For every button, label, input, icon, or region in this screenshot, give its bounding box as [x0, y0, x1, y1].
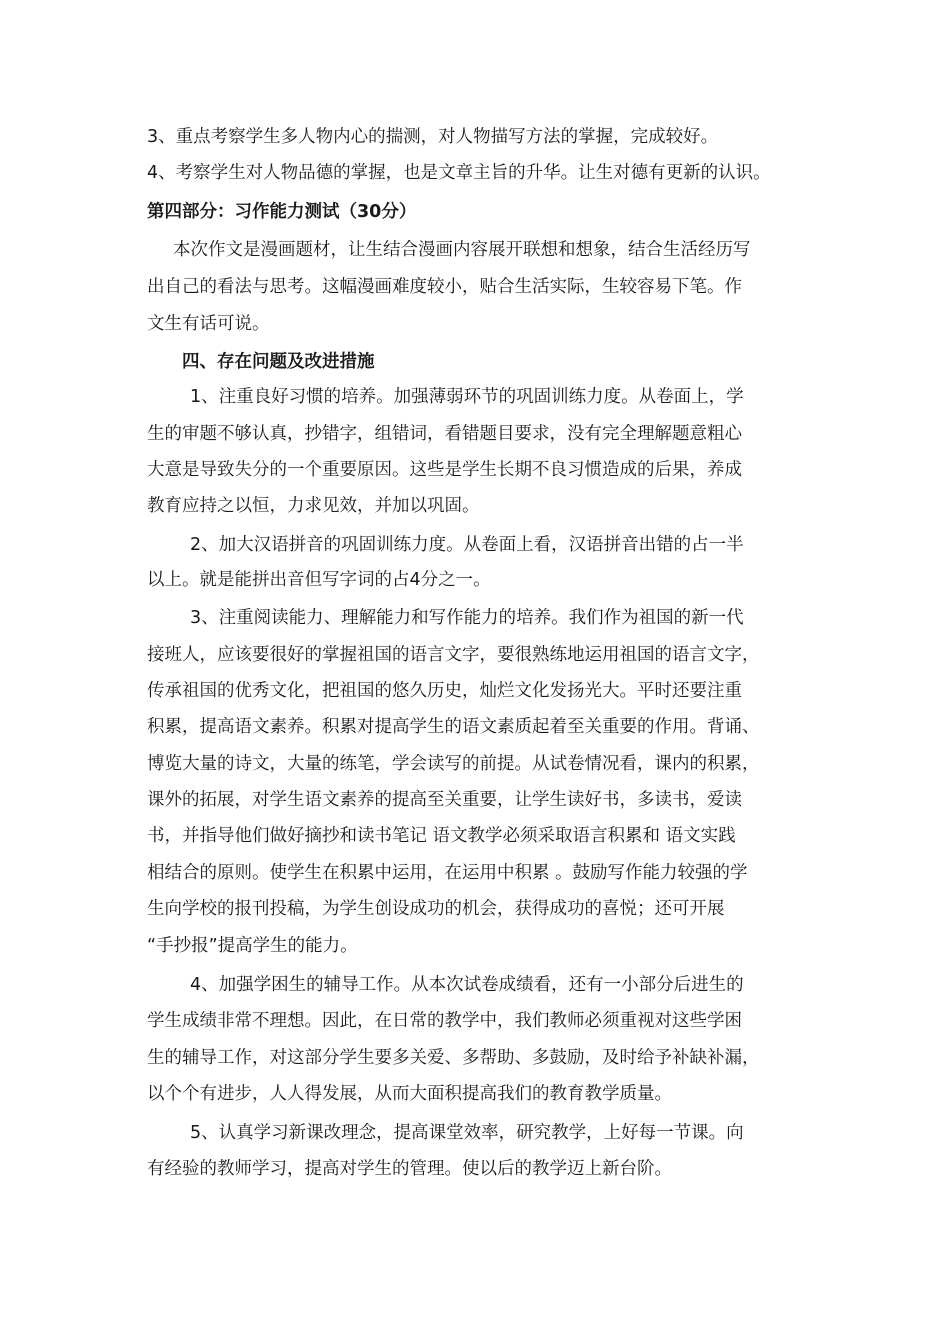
paragraph-line: 生的审题不够认真，抄错字，组错词，看错题目要求，没有完全理解题意粗心 [147, 424, 742, 444]
paragraph-line: 有经验的教师学习，提高对学生的管理。使以后的教学迈上新台阶。 [147, 1159, 672, 1179]
paragraph-line: 大意是导致失分的一个重要原因。这些是学生长期不良习惯造成的后果，养成 [147, 460, 742, 480]
paragraph-line: 书，并指导他们做好摘抄和读书笔记 语文教学必须采取语言积累和 语文实践 [147, 826, 736, 846]
paragraph-line: 5、认真学习新课改理念，提高课堂效率，研究教学，上好每一节课。向 [190, 1123, 744, 1143]
paragraph-line: 以上。就是能拼出音但写字词的占4分之一。 [147, 570, 491, 590]
section-heading: 四、存在问题及改进措施 [182, 352, 375, 372]
paragraph-line: 本次作文是漫画题材，让生结合漫画内容展开联想和想象，结合生活经历写 [173, 240, 751, 260]
paragraph-line: 传承祖国的优秀文化，把祖国的悠久历史，灿烂文化发扬光大。平时还要注重 [147, 681, 742, 701]
paragraph-line: 课外的拓展，对学生语文素养的提高至关重要，让学生读好书，多读书，爱读 [147, 790, 742, 810]
paragraph-line: 博览大量的诗文，大量的练笔，学会读写的前提。从试卷情况看，课内的积累， [147, 754, 760, 774]
paragraph-line: 2、加大汉语拼音的巩固训练力度。从卷面上看，汉语拼音出错的占一半 [190, 535, 744, 555]
paragraph-line: 教育应持之以恒，力求见效，并加以巩固。 [147, 496, 480, 516]
paragraph-line: 4、考察学生对人物品德的掌握，也是文章主旨的升华。让生对德有更新的认识。 [147, 163, 771, 183]
paragraph-line: 生向学校的报刊投稿，为学生创设成功的机会，获得成功的喜悦；还可开展 [147, 899, 725, 919]
paragraph-line: 生的辅导工作，对这部分学生要多关爱、多帮助、多鼓励，及时给予补缺补漏， [147, 1048, 760, 1068]
paragraph-line: 学生成绩非常不理想。因此，在日常的教学中，我们教师必须重视对这些学困 [147, 1011, 742, 1031]
paragraph-line: 出自己的看法与思考。这幅漫画难度较小，贴合生活实际，生较容易下笔。作 [147, 277, 742, 297]
paragraph-line: “手抄报”提高学生的能力。 [147, 936, 358, 956]
paragraph-line: 积累，提高语文素养。积累对提高学生的语文素质起着至关重要的作用。背诵、 [147, 717, 760, 737]
paragraph-line: 相结合的原则。使学生在积累中运用，在运用中积累 。鼓励写作能力较强的学 [147, 863, 748, 883]
section-heading: 第四部分：习作能力测试（30分） [147, 202, 417, 222]
paragraph-line: 3、注重阅读能力、理解能力和写作能力的培养。我们作为祖国的新一代 [190, 608, 744, 628]
paragraph-line: 文生有话可说。 [147, 314, 270, 334]
paragraph-line: 1、注重良好习惯的培养。加强薄弱环节的巩固训练力度。从卷面上，学 [190, 387, 744, 407]
paragraph-line: 以个个有进步，人人得发展，从而大面积提高我们的教育教学质量。 [147, 1084, 672, 1104]
paragraph-line: 接班人，应该要很好的掌握祖国的语言文字，要很熟练地运用祖国的语言文字， [147, 645, 760, 665]
paragraph-line: 4、加强学困生的辅导工作。从本次试卷成绩看，还有一小部分后进生的 [190, 975, 744, 995]
paragraph-line: 3、重点考察学生多人物内心的揣测，对人物描写方法的掌握，完成较好。 [147, 127, 719, 147]
